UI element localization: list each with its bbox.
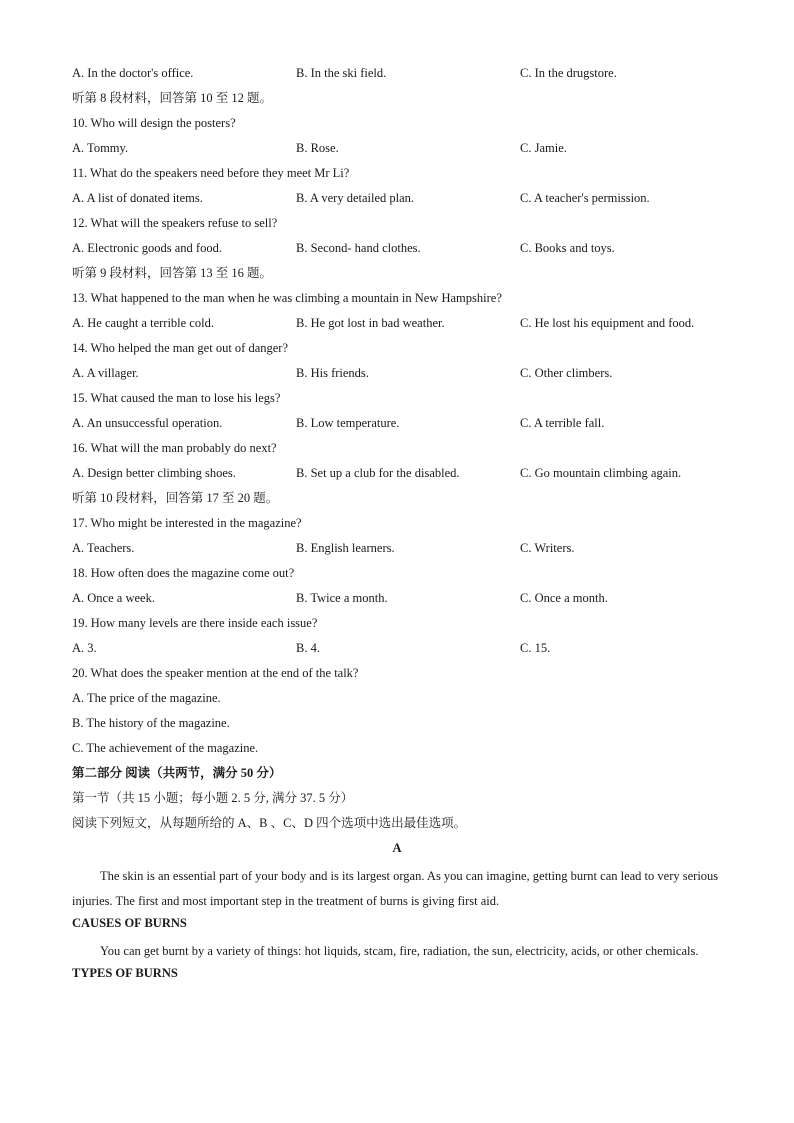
option-c: C. The achievement of the magazine. (72, 741, 259, 755)
option-a: A. A villager. (72, 366, 139, 380)
options-row-14 (72, 364, 722, 389)
option-a: A. 3. (72, 641, 97, 655)
options-row-15 (72, 414, 722, 439)
question-17: 17. Who might be interested in the magazine? (72, 516, 302, 530)
passage-letter: A (392, 841, 402, 855)
options-row-12 (72, 239, 722, 264)
option-c: C. He lost his equipment and food. (520, 316, 695, 330)
option-a: A. Teachers. (72, 541, 135, 555)
options-row-17 (72, 539, 722, 564)
part-2-section-1: 第一节（共 15 小题；每小题 2. 5 分, 满分 37. 5 分） (72, 791, 354, 805)
heading-types-of-burns: TYPES OF BURNS (72, 966, 178, 980)
option-b: B. Set up a club for the disabled. (296, 466, 460, 480)
section-8-instruction: 听第 8 段材料，回答第 10 至 12 题。 (72, 91, 273, 105)
exam-page (72, 64, 722, 989)
option-b: B. A very detailed plan. (296, 191, 415, 205)
option-b: B. His friends. (296, 366, 369, 380)
options-row-16 (72, 464, 722, 489)
question-19: 19. How many levels are there inside each issue? (72, 616, 318, 630)
part-2-title: 第二部分 阅读（共两节，满分 50 分） (72, 766, 282, 780)
option-a: A. Once a week. (72, 591, 155, 605)
option-c: C. In the drugstore. (520, 66, 617, 80)
option-b: B. 4. (296, 641, 320, 655)
section-10-instruction: 听第 10 段材料，回答第 17 至 20 题。 (72, 491, 279, 505)
options-row-18 (72, 589, 722, 614)
option-c: C. Once a month. (520, 591, 608, 605)
option-b: B. Twice a month. (296, 591, 388, 605)
option-c: C. Jamie. (520, 141, 567, 155)
option-c: C. Books and toys. (520, 241, 615, 255)
option-c: C. A terrible fall. (520, 416, 605, 430)
options-row-11 (72, 189, 722, 214)
option-a: A. Tommy. (72, 141, 129, 155)
options-row-10 (72, 139, 722, 164)
passage-paragraph-2: You can get burnt by a variety of things: hot liquids, stcam, fire, radiation, the sun, electricity, acids, or other chemicals. (100, 944, 699, 958)
option-a: A. A list of donated items. (72, 191, 203, 205)
heading-causes-of-burns: CAUSES OF BURNS (72, 916, 187, 930)
option-c: C. Go mountain climbing again. (520, 466, 682, 480)
question-10: 10. Who will design the posters? (72, 116, 236, 130)
option-b: B. Rose. (296, 141, 339, 155)
question-20: 20. What does the speaker mention at the end of the talk? (72, 666, 359, 680)
question-12: 12. What will the speakers refuse to sell? (72, 216, 278, 230)
reading-instruction: 阅读下列短文，从每题所给的 A、B 、C、D 四个选项中选出最佳选项。 (72, 816, 467, 830)
question-11: 11. What do the speakers need before they meet Mr Li? (72, 166, 350, 180)
options-row-13 (72, 314, 722, 339)
option-c: C. A teacher's permission. (520, 191, 650, 205)
option-b: B. The history of the magazine. (72, 716, 230, 730)
option-b: B. Second- hand clothes. (296, 241, 421, 255)
option-b: B. Low temperature. (296, 416, 400, 430)
option-a: A. Electronic goods and food. (72, 241, 222, 255)
option-a: A. Design better climbing shoes. (72, 466, 236, 480)
question-14: 14. Who helped the man get out of danger? (72, 341, 289, 355)
option-c: C. Other climbers. (520, 366, 613, 380)
option-a: A. An unsuccessful operation. (72, 416, 223, 430)
question-15: 15. What caused the man to lose his legs? (72, 391, 281, 405)
question-18: 18. How often does the magazine come out? (72, 566, 295, 580)
question-13: 13. What happened to the man when he was climbing a mountain in New Hampshire? (72, 291, 502, 305)
options-row-19 (72, 639, 722, 664)
option-a: A. In the doctor's office. (72, 66, 194, 80)
option-a: A. The price of the magazine. (72, 691, 221, 705)
option-c: C. Writers. (520, 541, 575, 555)
options-row-9 (72, 64, 722, 89)
option-c: C. 15. (520, 641, 551, 655)
option-a: A. He caught a terrible cold. (72, 316, 214, 330)
question-16: 16. What will the man probably do next? (72, 441, 277, 455)
option-b: B. English learners. (296, 541, 395, 555)
option-b: B. He got lost in bad weather. (296, 316, 445, 330)
passage-paragraph-1: The skin is an essential part of your body and is its largest organ. As you can imagine, getting burnt can lead to very serious injuries. The first and most important step in the treatment of burns is giving first aid. (72, 869, 719, 908)
section-9-instruction: 听第 9 段材料，回答第 13 至 16 题。 (72, 266, 273, 280)
option-b: B. In the ski field. (296, 66, 387, 80)
